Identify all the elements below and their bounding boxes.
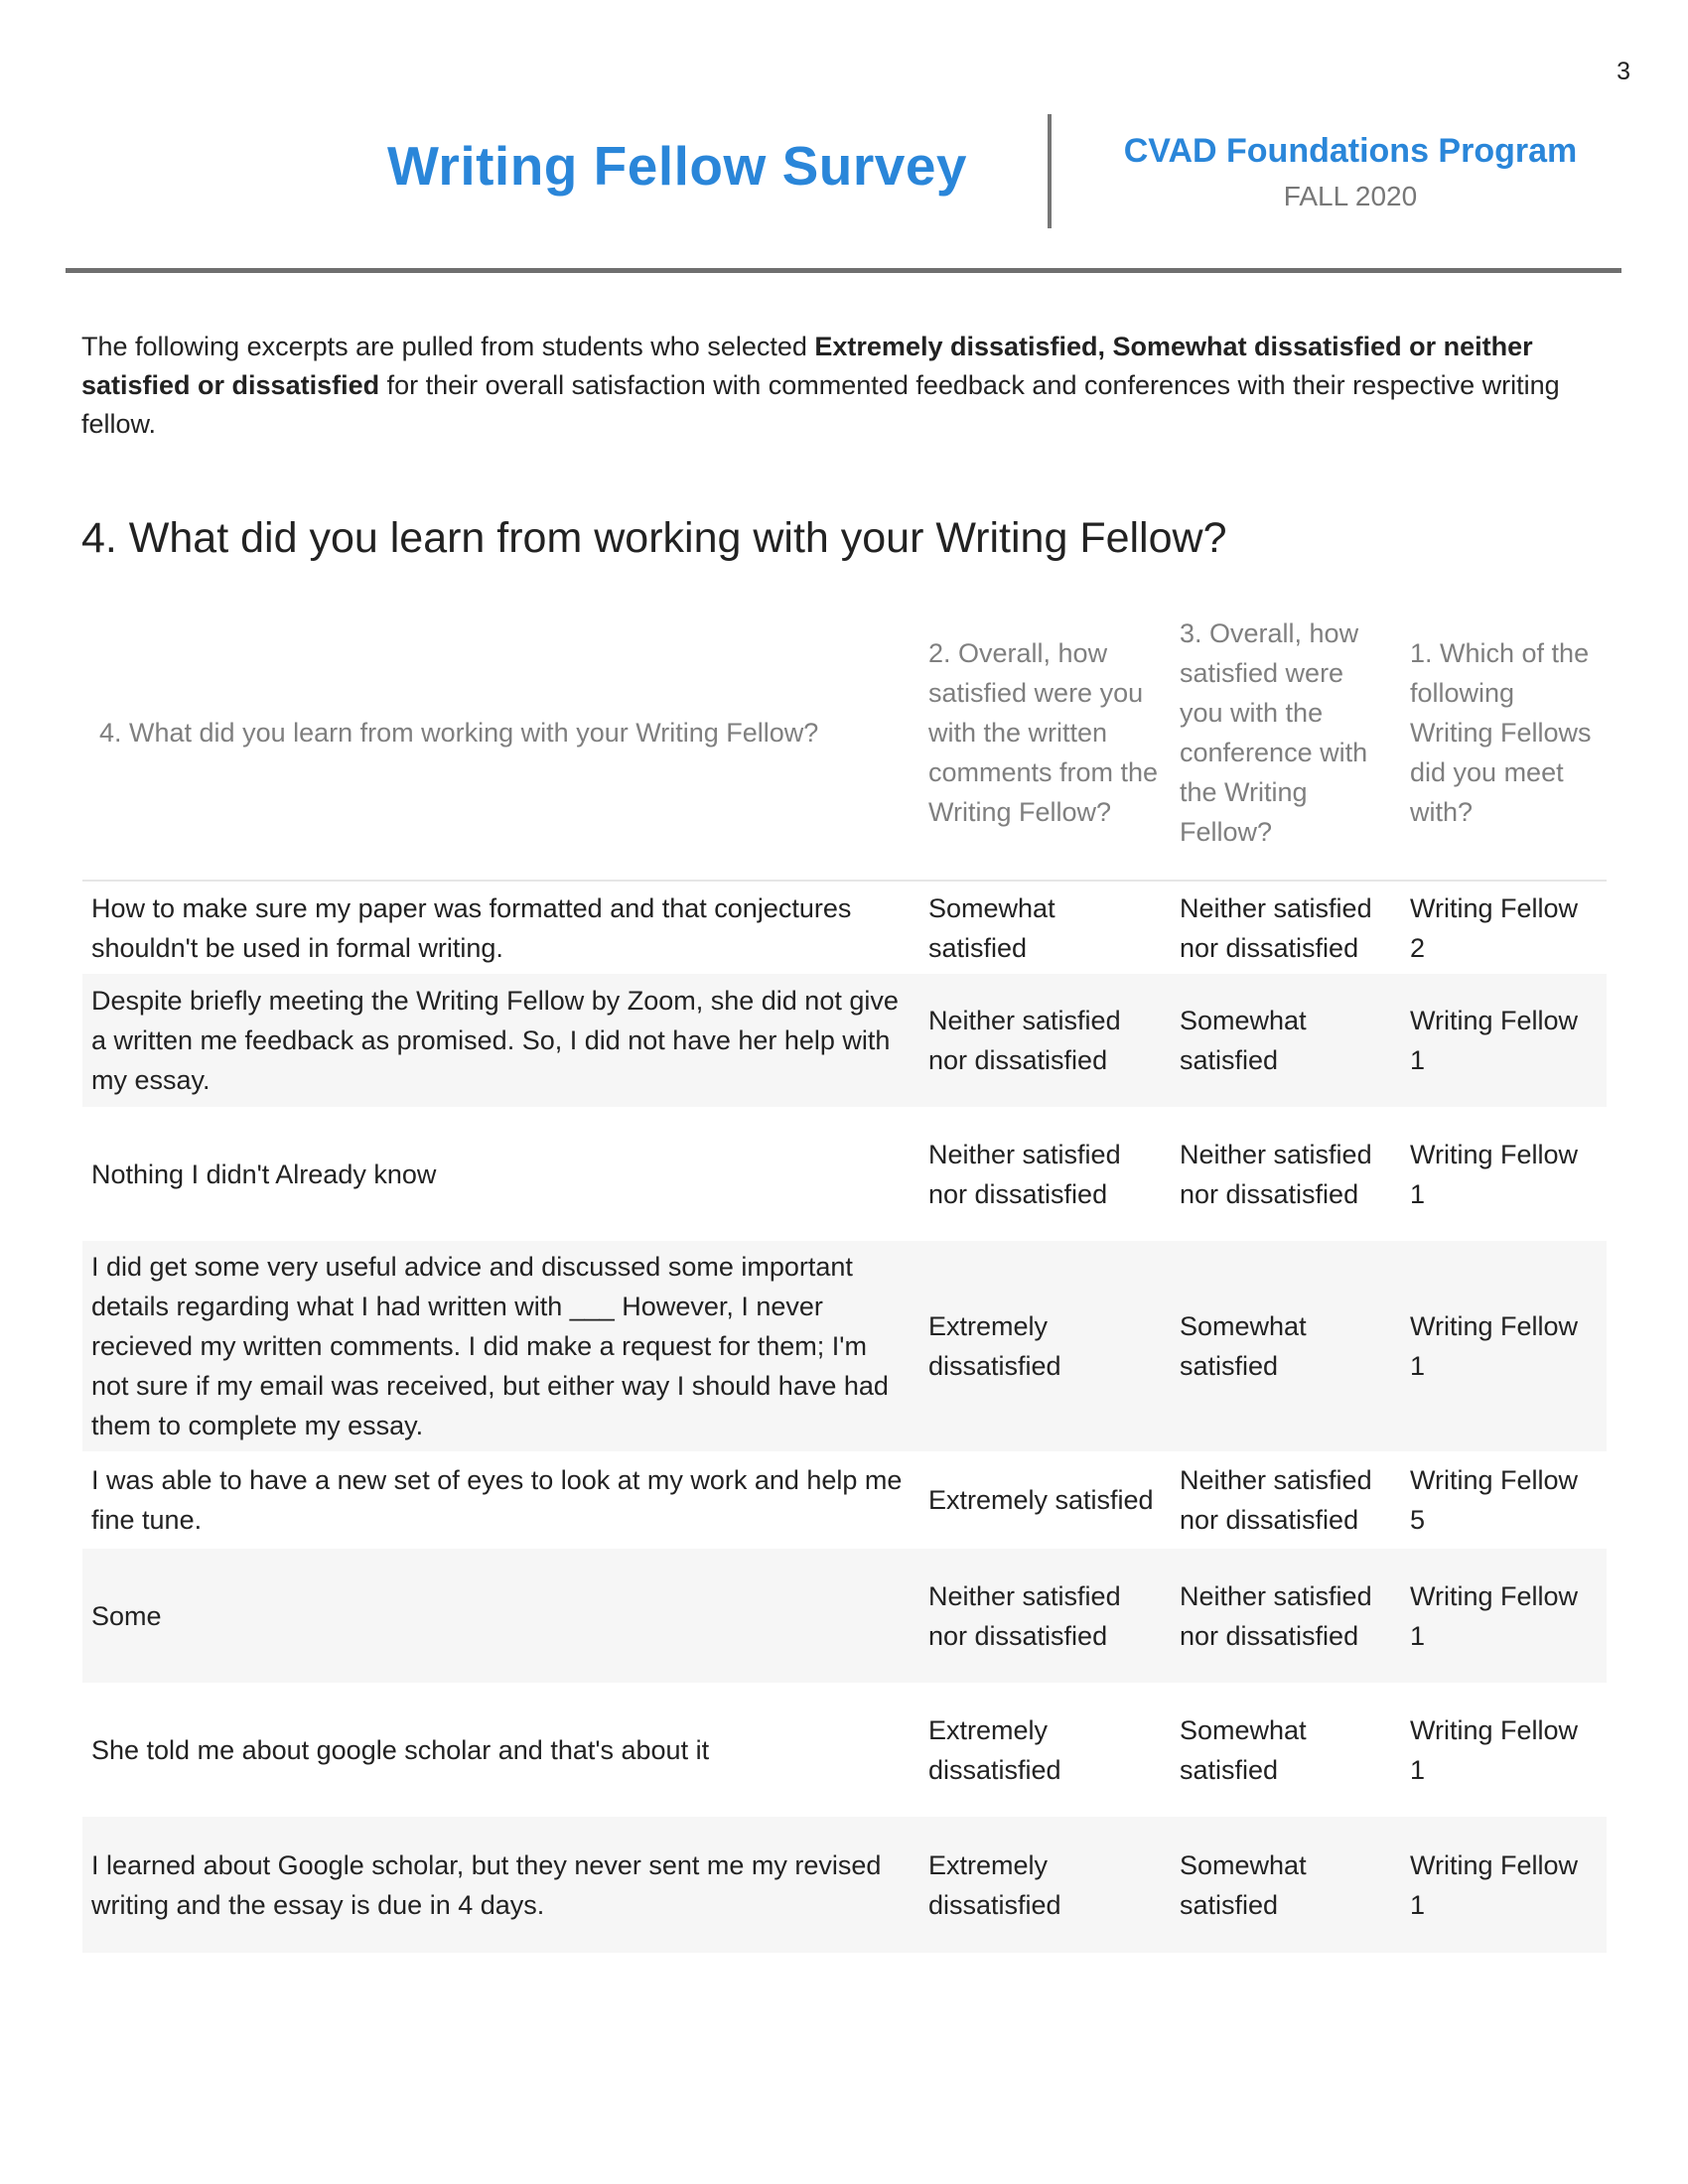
cell-comments: Neither satisfied nor dissatisfied [918, 974, 1170, 1107]
cell-fellow: Writing Fellow 1 [1400, 1817, 1607, 1953]
cell-comments: Neither satisfied nor dissatisfied [928, 1139, 1121, 1209]
cell-fellow: Writing Fellow 1 [1410, 1139, 1579, 1209]
page-number: 3 [1617, 58, 1630, 85]
cell-conference: Neither satisfied nor dissatisfied [1170, 1549, 1400, 1683]
document-title: Writing Fellow Survey [387, 135, 968, 197]
cell-conference: Somewhat satisfied [1170, 974, 1400, 1107]
responses-table-container [82, 586, 1607, 1953]
column-header-learned: 4. What did you learn from working with your Writing Fellow? [82, 586, 918, 881]
cell-conference: Neither satisfied nor dissatisfied [1180, 892, 1372, 963]
table-row [82, 1451, 1607, 1549]
table-row [82, 974, 1607, 1107]
cell-learned: I did get some very useful advice and discussed some important details regarding what I had written with ___ However, I never recieved my written comments. I did make a request for them; I'm not sure if my email was received, but either way I should have had them to complete my essay. [82, 1241, 918, 1451]
cell-learned: I was able to have a new set of eyes to look at my work and help me fine tune. [91, 1465, 903, 1535]
cell-conference: Neither satisfied nor dissatisfied [1180, 1465, 1372, 1535]
cell-fellow: Writing Fellow 1 [1410, 1714, 1579, 1785]
table-row [82, 1817, 1607, 1953]
program-block [1092, 132, 1609, 212]
cell-fellow: Writing Fellow 1 [1400, 1549, 1607, 1683]
program-name: CVAD Foundations Program [1123, 132, 1578, 170]
cell-comments: Neither satisfied nor dissatisfied [918, 1549, 1170, 1683]
cell-learned: Despite briefly meeting the Writing Fellow by Zoom, she did not give a written me feedback as promised. So, I did not have her help with my essay. [82, 974, 918, 1107]
cell-comments: Extremely dissatisfied [918, 1817, 1170, 1953]
cell-learned: She told me about google scholar and that's about it [91, 1734, 710, 1765]
responses-table [82, 586, 1607, 1953]
cell-conference: Neither satisfied nor dissatisfied [1180, 1139, 1372, 1209]
cell-comments: Extremely dissatisfied [928, 1714, 1061, 1785]
table-row [82, 881, 1607, 974]
column-header-comments: 2. Overall, how satisfied were you with the written comments from the Writing Fellow? [918, 586, 1170, 881]
cell-conference: Somewhat satisfied [1180, 1714, 1307, 1785]
cell-learned: I learned about Google scholar, but they never sent me my revised writing and the essay is due in 4 days. [82, 1817, 918, 1953]
header-divider [1048, 114, 1052, 228]
intro-text-1: The following excerpts are pulled from students who selected [81, 332, 815, 361]
table-row [82, 1107, 1607, 1241]
cell-fellow: Writing Fellow 5 [1410, 1465, 1579, 1535]
table-row [82, 1549, 1607, 1683]
cell-comments: Extremely satisfied [928, 1485, 1154, 1515]
table-row [82, 1683, 1607, 1817]
table-header-row [82, 586, 1607, 881]
cell-comments: Somewhat satisfied [928, 892, 1055, 963]
program-term: FALL 2020 [1283, 181, 1418, 211]
cell-learned: Nothing I didn't Already know [91, 1159, 437, 1189]
intro-paragraph [81, 328, 1611, 444]
header-rule [66, 268, 1621, 273]
column-header-fellow: 1. Which of the following Writing Fellows did you meet with? [1400, 586, 1607, 881]
cell-learned: How to make sure my paper was formatted and that conjectures shouldn't be used in formal writing. [91, 892, 852, 963]
cell-fellow: Writing Fellow 1 [1400, 974, 1607, 1107]
cell-conference: Somewhat satisfied [1170, 1817, 1400, 1953]
column-header-conference: 3. Overall, how satisfied were you with the conference with the Writing Fellow? [1170, 586, 1400, 881]
cell-fellow: Writing Fellow 1 [1400, 1241, 1607, 1451]
cell-conference: Somewhat satisfied [1170, 1241, 1400, 1451]
section-heading: 4. What did you learn from working with your Writing Fellow? [81, 514, 1227, 562]
cell-learned: Some [82, 1549, 918, 1683]
cell-fellow: Writing Fellow 2 [1410, 892, 1579, 963]
cell-comments: Extremely dissatisfied [918, 1241, 1170, 1451]
intro-text-2: for their overall satisfaction with commented feedback and conferences with their respective writing fellow. [81, 370, 1560, 439]
table-row [82, 1241, 1607, 1451]
intro-bold-text: Extremely dissatisfied, Somewhat dissatisfied or neither satisfied or dissatisfied [81, 332, 1533, 400]
